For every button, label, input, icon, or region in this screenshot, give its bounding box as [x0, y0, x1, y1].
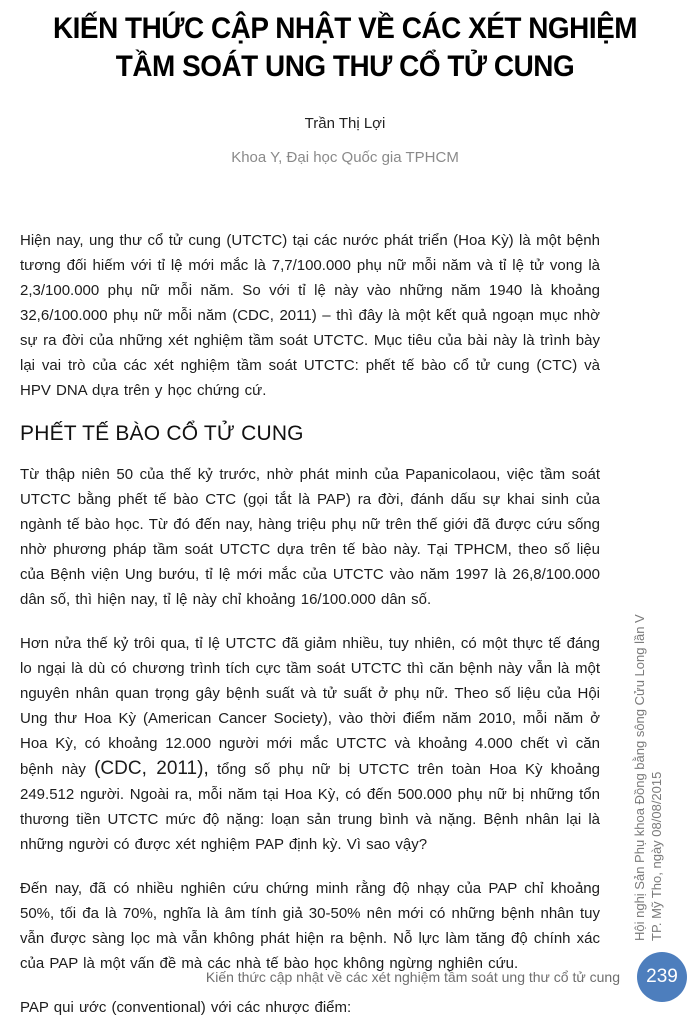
section-heading-pap-smear: PHẾT TẾ BÀO CỔ TỬ CUNG — [20, 422, 304, 445]
page-footer — [0, 952, 690, 1002]
page-number: 239 — [646, 966, 678, 987]
paragraph-statistics — [20, 631, 600, 857]
cdc-citation: (CDC, 2011), — [94, 758, 209, 779]
paragraph-statistics-text-1: Hơn nửa thế kỷ trôi qua, tỉ lệ UTCTC đã giảm nhiều, tuy nhiên, có một thực tế đáng lo ngại là dù có chương trình tích cực tầm soát UTCTC thì căn bệnh này vẫn là một nguyên nhân quan trọng gây bệnh suất và tử suất ở phụ nữ. Theo số liệu của Hội Ung thư Hoa Kỳ (American Cancer Society), vào thời điểm năm 2010, mỗi năm ở Hoa Kỳ, có khoảng 12.000 người mới mắc UTCTC và khoảng 4.000 chết vì căn bệnh này — [20, 635, 600, 778]
article-body — [20, 228, 600, 1015]
title-line-2: TẦM SOÁT UNG THƯ CỔ TỬ CUNG — [115, 50, 575, 83]
conference-date-location: TP. Mỹ Tho, ngày 08/08/2015 — [649, 771, 664, 941]
conference-name: Hội nghị Sản Phụ khoa Đồng bằng sông Cửu Long lần V — [632, 614, 647, 941]
paragraph-history: Từ thập niên 50 của thế kỷ trước, nhờ phát minh của Papanicolaou, việc tầm soát UTCTC bằng phết tế bào CTC (gọi tắt là PAP) ra đời, đánh dấu sự khai sinh của ngành tế bào học. Từ đó đến nay, hàng triệu phụ nữ trên thế giới đã được cứu sống nhờ phương pháp tầm soát UTCTC dựa trên tế bào này. Tại TPHCM, theo số liệu của Bệnh viện Ung bướu, tỉ lệ mới mắc của UTCTC vào năm 1997 là 26,8/100.000 dân số, thì hiện nay, tỉ lệ này chỉ khoảng 16/100.000 dân số. — [20, 466, 600, 608]
paragraph-sensitivity: Đến nay, đã có nhiều nghiên cứu chứng minh rằng độ nhạy của PAP chỉ khoảng 50%, tối đa là 70%, nghĩa là âm tính giả 30-50% nên mới có những bệnh nhân tuy vẫn được sàng lọc mà vẫn không phát hiện ra bệnh. Nỗ lực làm tăng độ chính xác của PAP là một vấn đề mà các nhà tế bào học không ngừng nghiên cứu. — [20, 880, 600, 972]
paragraph-pap-conventional: PAP qui ước (conventional) với các nhược điểm: — [20, 999, 352, 1015]
paragraph-intro: Hiện nay, ung thư cổ tử cung (UTCTC) tại các nước phát triển (Hoa Kỳ) là một bệnh tương đối hiếm với tỉ lệ mới mắc là 7,7/100.000 phụ nữ mỗi năm và tỉ lệ tử vong là 2,3/100.000 phụ nữ mỗi năm. So với tỉ lệ này vào những năm 1940 là khoảng 32,6/100.000 phụ nữ mỗi năm (CDC, 2011) – thì đây là một kết quả ngoạn mục nhờ sự ra đời của những xét nghiệm tầm soát UTCTC. Mục tiêu của bài này là trình bày lại vai trò của các xét nghiệm tầm soát UTCTC: phết tế bào cổ tử cung (CTC) và HPV DNA dựa trên y học chứng cứ. — [20, 232, 600, 399]
article-title — [0, 0, 690, 86]
author-name: Trần Thị Lợi — [304, 115, 386, 132]
page-number-badge — [637, 952, 687, 1002]
paragraph-statistics-text-2: tổng số phụ nữ bị UTCTC trên toàn Hoa Kỳ khoảng 249.512 người. Ngoài ra, mỗi năm tại Hoa Kỳ, có đến 500.000 phụ nữ bị những tổn thương tiền UTCTC mức độ nặng: loạn sản trung bình và nặng. Bệnh nhân lại là những người có được xét nghiệm PAP định kỳ. Vì sao vậy? — [20, 761, 600, 853]
author-affiliation: Khoa Y, Đại học Quốc gia TPHCM — [231, 149, 459, 166]
footer-running-title: Kiến thức cập nhật về các xét nghiệm tầm soát ung thư cổ tử cung — [205, 969, 620, 985]
conference-sidebar-note — [631, 609, 671, 941]
title-line-1: KIẾN THỨC CẬP NHẬT VỀ CÁC XÉT NGHIỆM — [52, 12, 638, 45]
